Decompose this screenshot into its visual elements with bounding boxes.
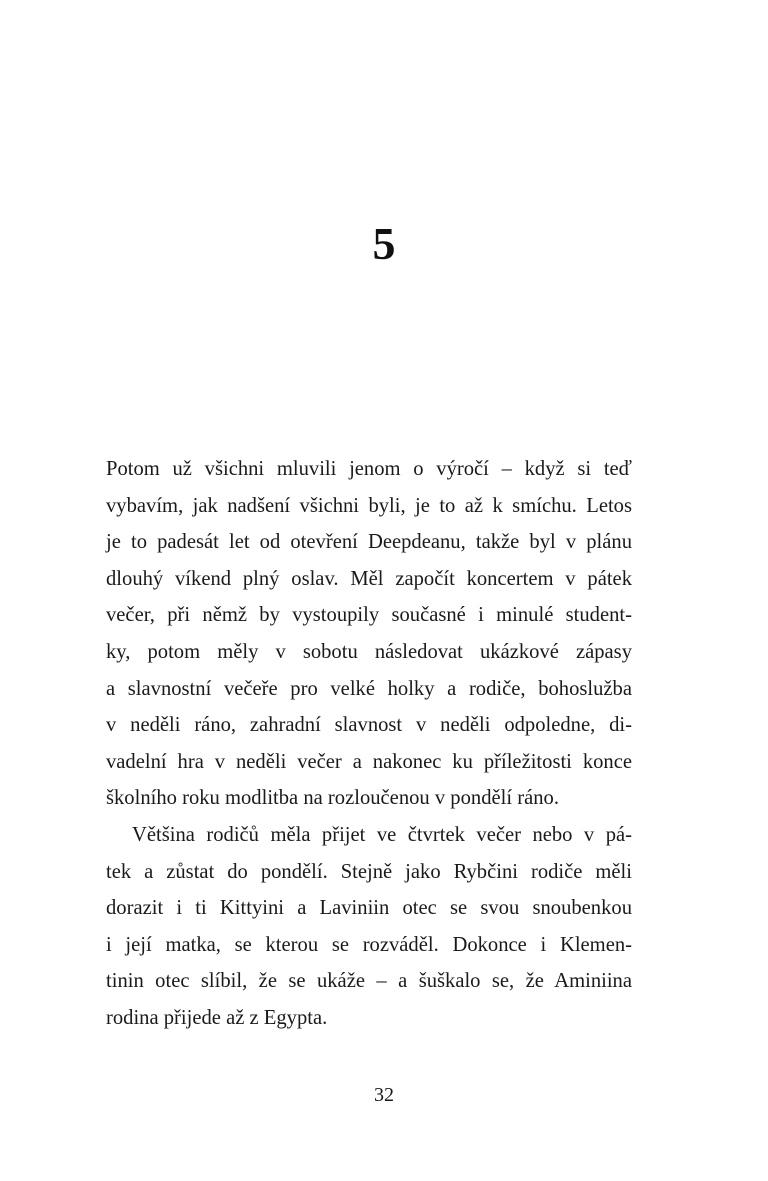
text-line: Většina rodičů měla přijet ve čtvrtek večer nebo v pá-: [132, 823, 632, 846]
text-line: ky, potom měly v sobotu následovat ukázkové zápasy: [106, 640, 632, 663]
text-line: dorazit i ti Kittyini a Laviniin otec se svou snoubenkou: [106, 897, 632, 920]
text-line: školního roku modlitba na rozloučenou v pondělí ráno.: [106, 787, 559, 810]
text-line: vybavím, jak nadšení všichni byli, je to až k smíchu. Letos: [106, 494, 632, 517]
paragraph: [106, 817, 632, 1037]
text-line: večer, při němž by vystoupily současné i minulé student-: [106, 604, 632, 627]
text-line: tek a zůstat do pondělí. Stejně jako Rybčini rodiče měli: [106, 860, 632, 883]
text-line: vadelní hra v neděli večer a nakonec ku příležitosti konce: [106, 750, 632, 773]
text-line: tinin otec slíbil, že se ukáže – a šuškalo se, že Aminiina: [106, 970, 632, 993]
text-line: je to padesát let od otevření Deepdeanu, takže byl v plánu: [106, 531, 632, 554]
chapter-number: 5: [372, 218, 396, 269]
paragraph: [106, 451, 632, 817]
body-text: [106, 451, 632, 1037]
page-number: 32: [374, 1084, 394, 1106]
text-line: rodina přijede až z Egypta.: [106, 1006, 328, 1029]
text-line: v neděli ráno, zahradní slavnost v neděli odpoledne, di-: [106, 714, 632, 737]
text-line: a slavnostní večeře pro velké holky a rodiče, bohoslužba: [106, 677, 632, 700]
text-line: dlouhý víkend plný oslav. Měl započít koncertem v pátek: [106, 567, 632, 590]
text-line: Potom už všichni mluvili jenom o výročí – když si teď: [106, 458, 632, 480]
text-line: i její matka, se kterou se rozváděl. Dokonce i Klemen-: [106, 933, 632, 956]
